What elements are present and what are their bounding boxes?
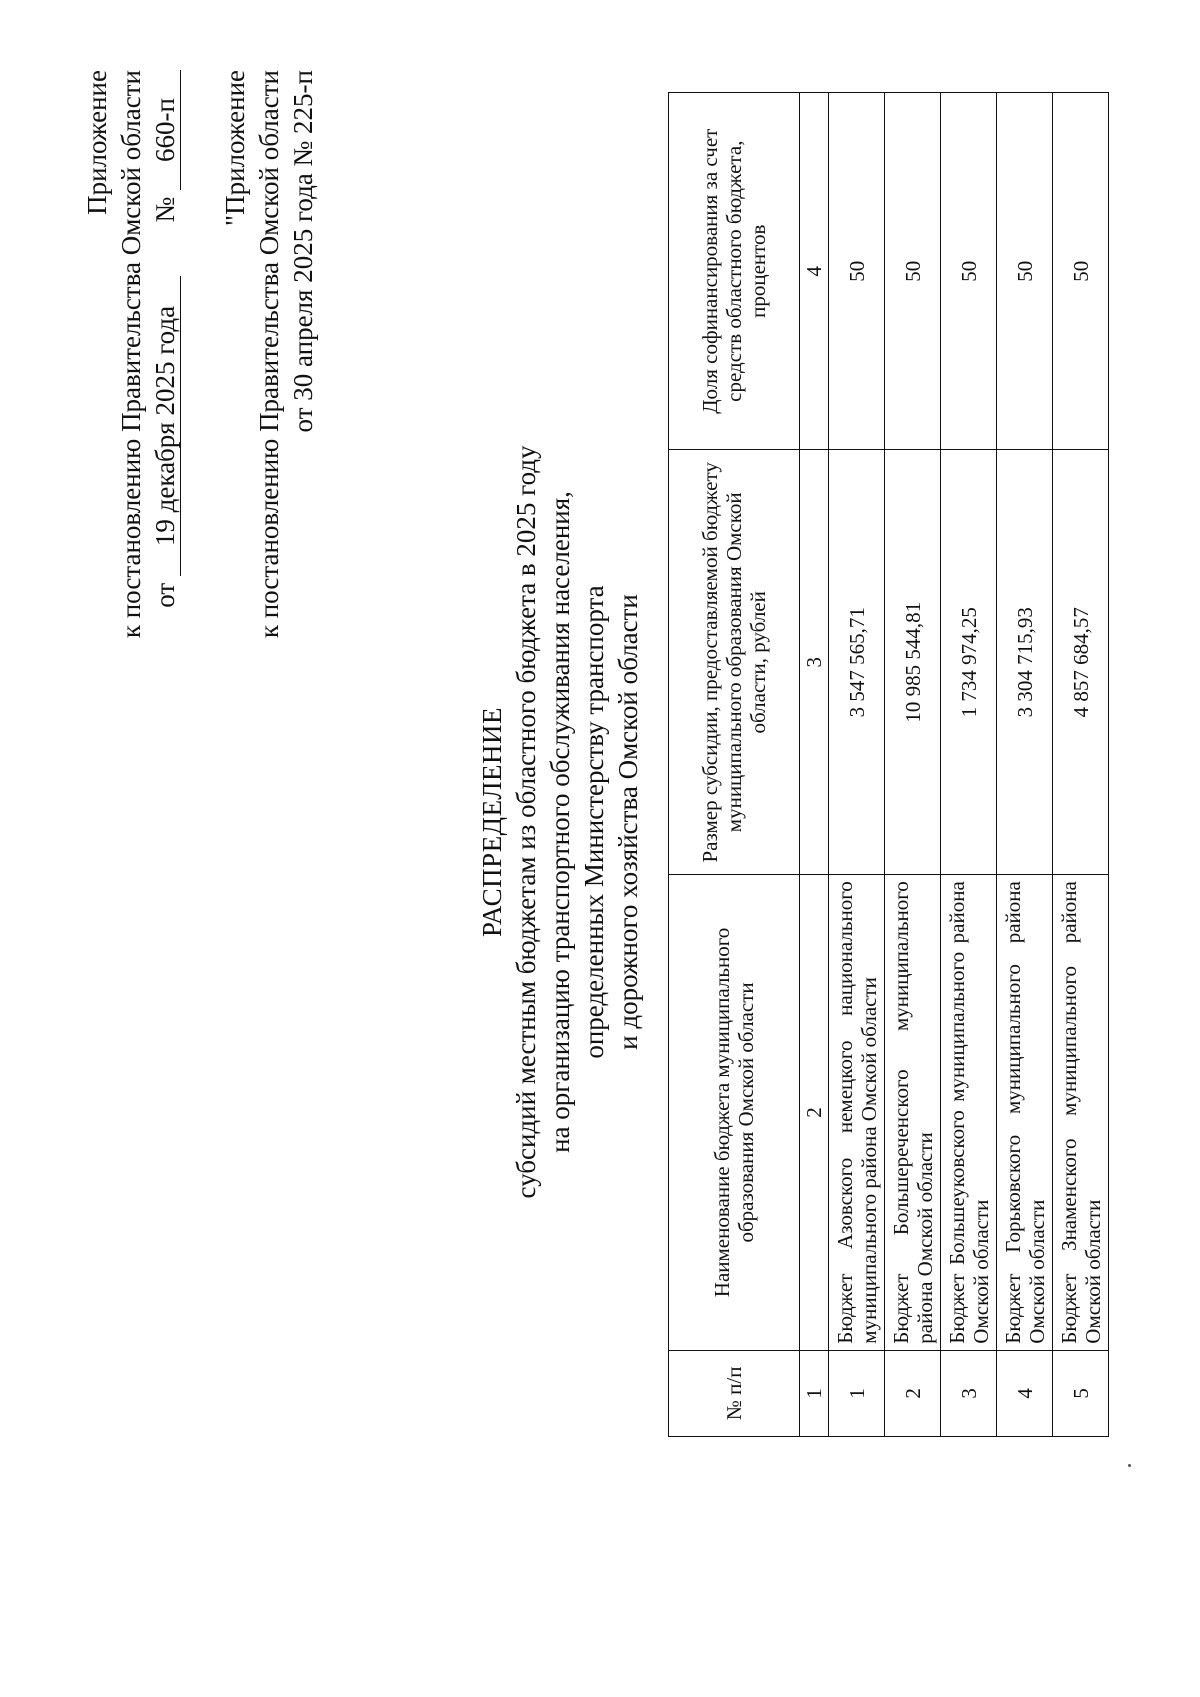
row-number: 3 [941,1350,997,1436]
appendix-decree-line: к постановлению Правительства Омской области [116,70,146,639]
date-prefix: от [150,582,180,608]
document-heading: РАСПРЕДЕЛЕНИЕ [477,706,507,938]
table-row [997,93,1053,1437]
decree-number: 660-п [150,70,181,190]
table-header-row [669,93,800,1437]
row-share: 50 [829,93,885,450]
table-row [1053,93,1109,1437]
column-number: 3 [800,450,829,875]
number-prefix: № [150,196,180,223]
appendix-block-old [218,70,320,790]
document-title-block [475,407,645,1237]
row-amount: 3 547 565,71 [829,450,885,875]
title-line-1: субсидий местным бюджетам из областного бюджета в 2025 году [511,445,541,1199]
table-row [885,93,941,1437]
column-number-row [800,93,829,1437]
appendix-block-new [80,70,182,790]
title-line-4: и дорожного хозяйства Омской области [613,594,643,1050]
row-number: 5 [1053,1350,1109,1436]
header-name: Наименование бюджета муниципального образования Омской области [669,875,800,1351]
decree-date: 19 декабря 2025 года [150,276,181,576]
row-budget-name: Бюджет Знаменского муниципального района Омской области [1053,875,1109,1351]
row-amount: 4 857 684,57 [1053,450,1109,875]
old-appendix-label: "Приложение [220,70,250,226]
row-budget-name: Бюджет Большеуковского муниципального района Омской области [941,875,997,1351]
row-share: 50 [997,93,1053,450]
row-budget-name: Бюджет Большереченского муниципального района Омской области [885,875,941,1351]
row-share: 50 [885,93,941,450]
column-number: 4 [800,93,829,450]
title-line-3: определенных Министерству транспорта [579,585,609,1059]
row-share: 50 [1053,93,1109,450]
appendix-date-number-line [148,70,182,790]
table-row [829,93,885,1437]
column-number: 1 [800,1350,829,1436]
row-amount: 10 985 544,81 [885,450,941,875]
scan-speck [1128,1464,1131,1467]
header-number: № п/п [669,1350,800,1436]
table-row [941,93,997,1437]
row-budget-name: Бюджет Горьковского муниципального района Омской области [997,875,1053,1351]
old-appendix-decree-line: к постановлению Правительства Омской области [254,70,284,639]
row-number: 1 [829,1350,885,1436]
row-number: 4 [997,1350,1053,1436]
column-number: 2 [800,875,829,1351]
header-share: Доля софинансирования за счет средств областного бюджета, процентов [669,93,800,450]
row-share: 50 [941,93,997,450]
row-budget-name: Бюджет Азовского немецкого национального муниципального района Омской области [829,875,885,1351]
title-line-2: на организацию транспортного обслуживания населения, [545,491,575,1153]
row-amount: 1 734 974,25 [941,450,997,875]
row-number: 2 [885,1350,941,1436]
distribution-table [668,92,1109,1437]
row-amount: 3 304 715,93 [997,450,1053,875]
header-amount: Размер субсидии, предоставляемой бюджету муниципального образования Омской области, рублей [669,450,800,875]
old-appendix-date-line: от 30 апреля 2025 года № 225-п [288,70,318,433]
appendix-label: Приложение [82,70,112,215]
